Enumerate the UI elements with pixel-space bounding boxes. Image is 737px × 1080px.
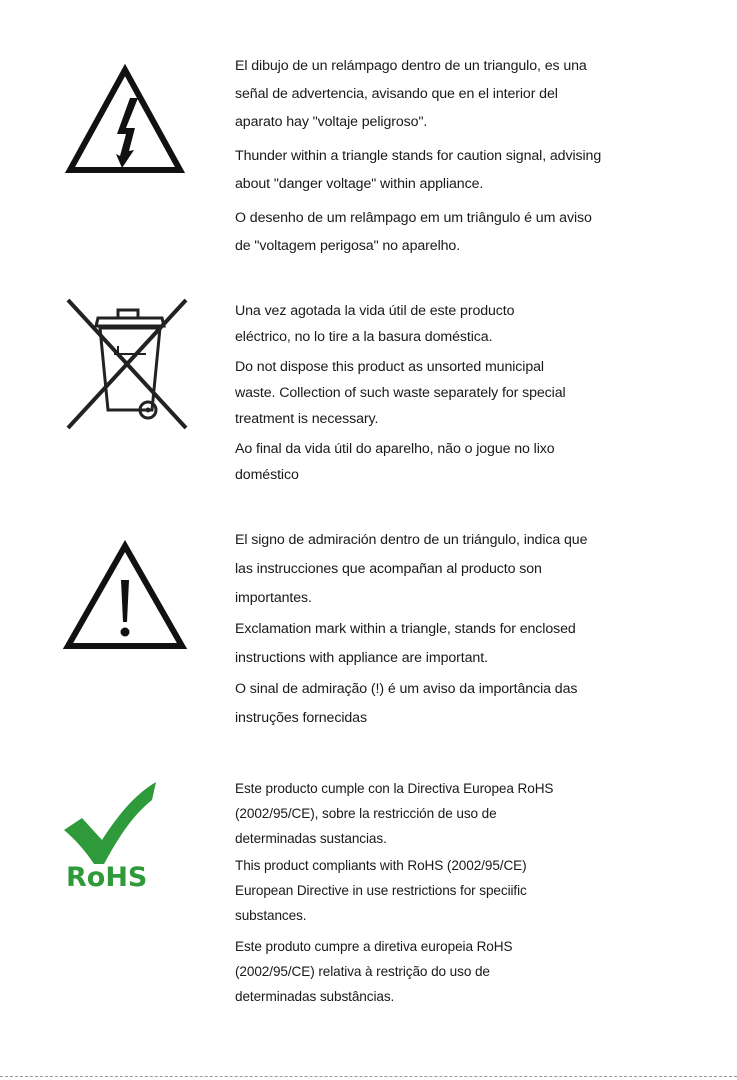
page-bottom-border <box>0 1076 737 1077</box>
crossed-out-wheelie-bin-icon <box>62 294 192 434</box>
line: (2002/95/CE) relativa à restrição do uso de <box>235 964 490 979</box>
paragraph-pt <box>235 204 715 260</box>
line: El signo de admiración dentro de un triángulo, indica que <box>235 532 588 548</box>
line: waste. Collection of such waste separately for special <box>235 385 566 401</box>
line: las instrucciones que acompañan al producto son <box>235 561 542 577</box>
rohs-logo-text: RoHS <box>66 862 148 893</box>
paragraph-en <box>235 354 715 432</box>
line: instructions with appliance are important. <box>235 650 488 666</box>
paragraph-pt <box>235 934 715 1009</box>
line: instruções fornecidas <box>235 710 367 726</box>
line: O desenho de um relâmpago em um triângulo é um aviso <box>235 210 592 226</box>
paragraph-en <box>235 142 715 198</box>
line: Do not dispose this product as unsorted municipal <box>235 359 544 375</box>
line: señal de advertencia, avisando que en el interior del <box>235 86 558 102</box>
paragraph-es <box>235 52 715 136</box>
line: Una vez agotada la vida útil de este producto <box>235 303 515 319</box>
line: Ao final da vida útil do aparelho, não o jogue no lixo <box>235 441 555 457</box>
line: eléctrico, no lo tire a la basura doméstica. <box>235 329 493 345</box>
line: Thunder within a triangle stands for caution signal, advising <box>235 148 602 164</box>
section-4-text <box>235 776 715 1009</box>
exclamation-warning-icon <box>62 540 188 652</box>
line: European Directive in use restrictions for speciific <box>235 883 527 898</box>
section-1-text <box>235 52 715 260</box>
line: doméstico <box>235 467 299 483</box>
paragraph-es <box>235 298 715 350</box>
line: importantes. <box>235 590 312 606</box>
line: This product compliants with RoHS (2002/95/CE) <box>235 858 527 873</box>
line: Este producto cumple con la Directiva Europea RoHS <box>235 781 554 796</box>
paragraph-pt <box>235 436 715 488</box>
paragraph-es <box>235 526 715 613</box>
line: El dibujo de un relámpago dentro de un triangulo, es una <box>235 58 587 74</box>
section-2-text <box>235 298 715 488</box>
rohs-checkmark-icon <box>62 778 172 868</box>
paragraph-en <box>235 615 715 673</box>
line: O sinal de admiração (!) é um aviso da importância das <box>235 681 578 697</box>
paragraph-pt <box>235 675 715 733</box>
line: determinadas sustancias. <box>235 831 387 846</box>
paragraph-en <box>235 853 715 928</box>
line: substances. <box>235 908 307 923</box>
line: Exclamation mark within a triangle, stands for enclosed <box>235 621 576 637</box>
line: Este produto cumpre a diretiva europeia RoHS <box>235 939 513 954</box>
line: (2002/95/CE), sobre la restricción de uso de <box>235 806 497 821</box>
line: aparato hay "voltaje peligroso". <box>235 114 428 130</box>
paragraph-es <box>235 776 715 851</box>
rohs-logo <box>62 778 172 898</box>
section-3-text <box>235 526 715 733</box>
line: about "danger voltage" within appliance. <box>235 176 484 192</box>
line: de "voltagem perigosa" no aparelho. <box>235 238 461 254</box>
line: treatment is necessary. <box>235 411 379 427</box>
line: determinadas substâncias. <box>235 989 395 1004</box>
electric-shock-warning-icon <box>64 64 186 176</box>
